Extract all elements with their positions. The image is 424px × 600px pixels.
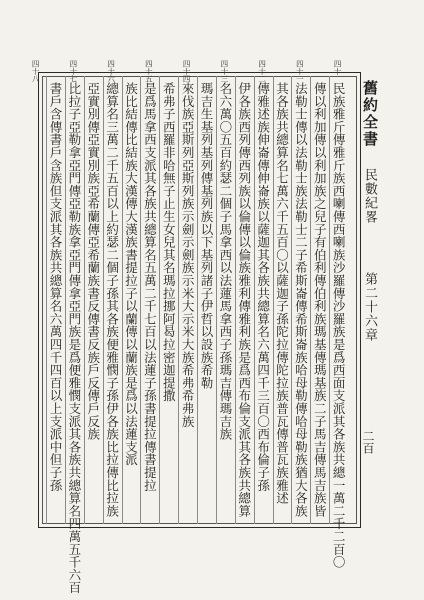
verse-number: 四十 <box>333 60 343 75</box>
text-column: 傳雅述族伸崙傳伸崙族以薩迦其各族共總算名六萬四千三百〇西布倫子孫 <box>255 82 271 492</box>
text-column: 傳以利加傳以利加族之兒子有伯利傳伯利族瑪基傳瑪基族二子馬吉傳馬吉族皆 <box>312 82 328 518</box>
chapter-number: 第二十六章 <box>362 272 377 342</box>
verse-number: 四十二 <box>257 60 267 83</box>
column-rule <box>103 76 104 524</box>
column-rule <box>197 76 198 524</box>
column-rule <box>310 76 311 524</box>
text-column: 希弗子西羅非哈無子止生女兒其名瑪拉挪阿曷拉密迦提撒 <box>161 82 177 402</box>
column-rule <box>140 76 141 524</box>
verse-number: 四十四 <box>182 60 192 83</box>
verse-number: 四十六 <box>106 60 116 83</box>
column-rule <box>65 76 66 524</box>
text-column: 伊各族西列傳西列族以倫傳以倫族雅利傳雅利族是爲西布倫支派其各族共總算 <box>236 82 252 518</box>
column-rule <box>216 76 217 524</box>
text-column: 法勒士傳以法勒士族法勒士二子希斯崙傳希斯崙族哈母勒傳哈母勒族猶大各族 <box>293 82 309 518</box>
column-rule <box>329 76 330 524</box>
text-column: 瑪吉生基列基列傳基列族以下基列諸子伊哲以設族希勒 <box>199 82 214 390</box>
text-column: 亞實別傳亞實別族亞希蘭傳亞希蘭族書反傳書反族戶反傳戶反族 <box>85 82 101 441</box>
text-column: 總算名三萬二千五百以上約瑟二個子孫其各族便雅憫子孫伊各族比拉傳比拉族 <box>104 82 120 518</box>
verse-number: 四十一 <box>295 60 305 83</box>
column-rule <box>159 76 160 524</box>
verse-number: 四十五 <box>144 60 154 83</box>
column-rule <box>122 76 123 524</box>
text-column: 名六萬〇五百約瑟二個子馬拿西以法蓮馬拿西子孫瑪吉傳瑪吉族 <box>217 82 233 441</box>
chapter-title: 民數紀畧 <box>362 168 377 224</box>
column-rule <box>178 76 179 524</box>
text-column: 其各族共總算名七萬六千五百〇以薩迦子孫陀拉傳陀拉族普瓦傳普瓦族雅述 <box>274 82 290 505</box>
page-number: 二百 <box>361 430 375 454</box>
column-rule <box>273 76 274 524</box>
text-column: 來伐族亞斯列亞斯列族示劍示劍族示米大示米大族希弗希弗族 <box>180 82 196 428</box>
text-column: 是爲馬拿西支派其各族共總算名五萬二千七百以法蓮子孫書提拉傳書提拉 <box>142 82 158 492</box>
column-rule <box>46 76 47 524</box>
column-rule <box>291 76 292 524</box>
text-column: 民族雅斤傳雅斤族西喇傳西喇族沙羅傳沙羅族是爲西面支派其各族共總一萬二千二百〇 <box>331 82 347 569</box>
verse-number: 四十七 <box>68 60 78 83</box>
verse-number: 四十八 <box>31 60 41 83</box>
book-title: 舊約全書 <box>361 80 379 148</box>
column-rule <box>84 76 85 524</box>
verse-number: 四十三 <box>219 60 229 83</box>
text-column: 書戶含傳書戶含族但支派其各族共總算名六萬四千四百以上支派中但子孫 <box>48 82 63 492</box>
text-column: 族比結傳比結族大漢傳大漢族書提拉子以蘭傳以蘭族是爲以法蓮支派 <box>123 82 139 466</box>
column-rule <box>235 76 236 524</box>
text-column: 比拉子亞勒拿亞門傳亞勒族拿亞門傳拿亞門族是爲便雅憫支派其各族共總算名四萬五千六百 <box>66 82 82 594</box>
column-rule <box>254 76 255 524</box>
